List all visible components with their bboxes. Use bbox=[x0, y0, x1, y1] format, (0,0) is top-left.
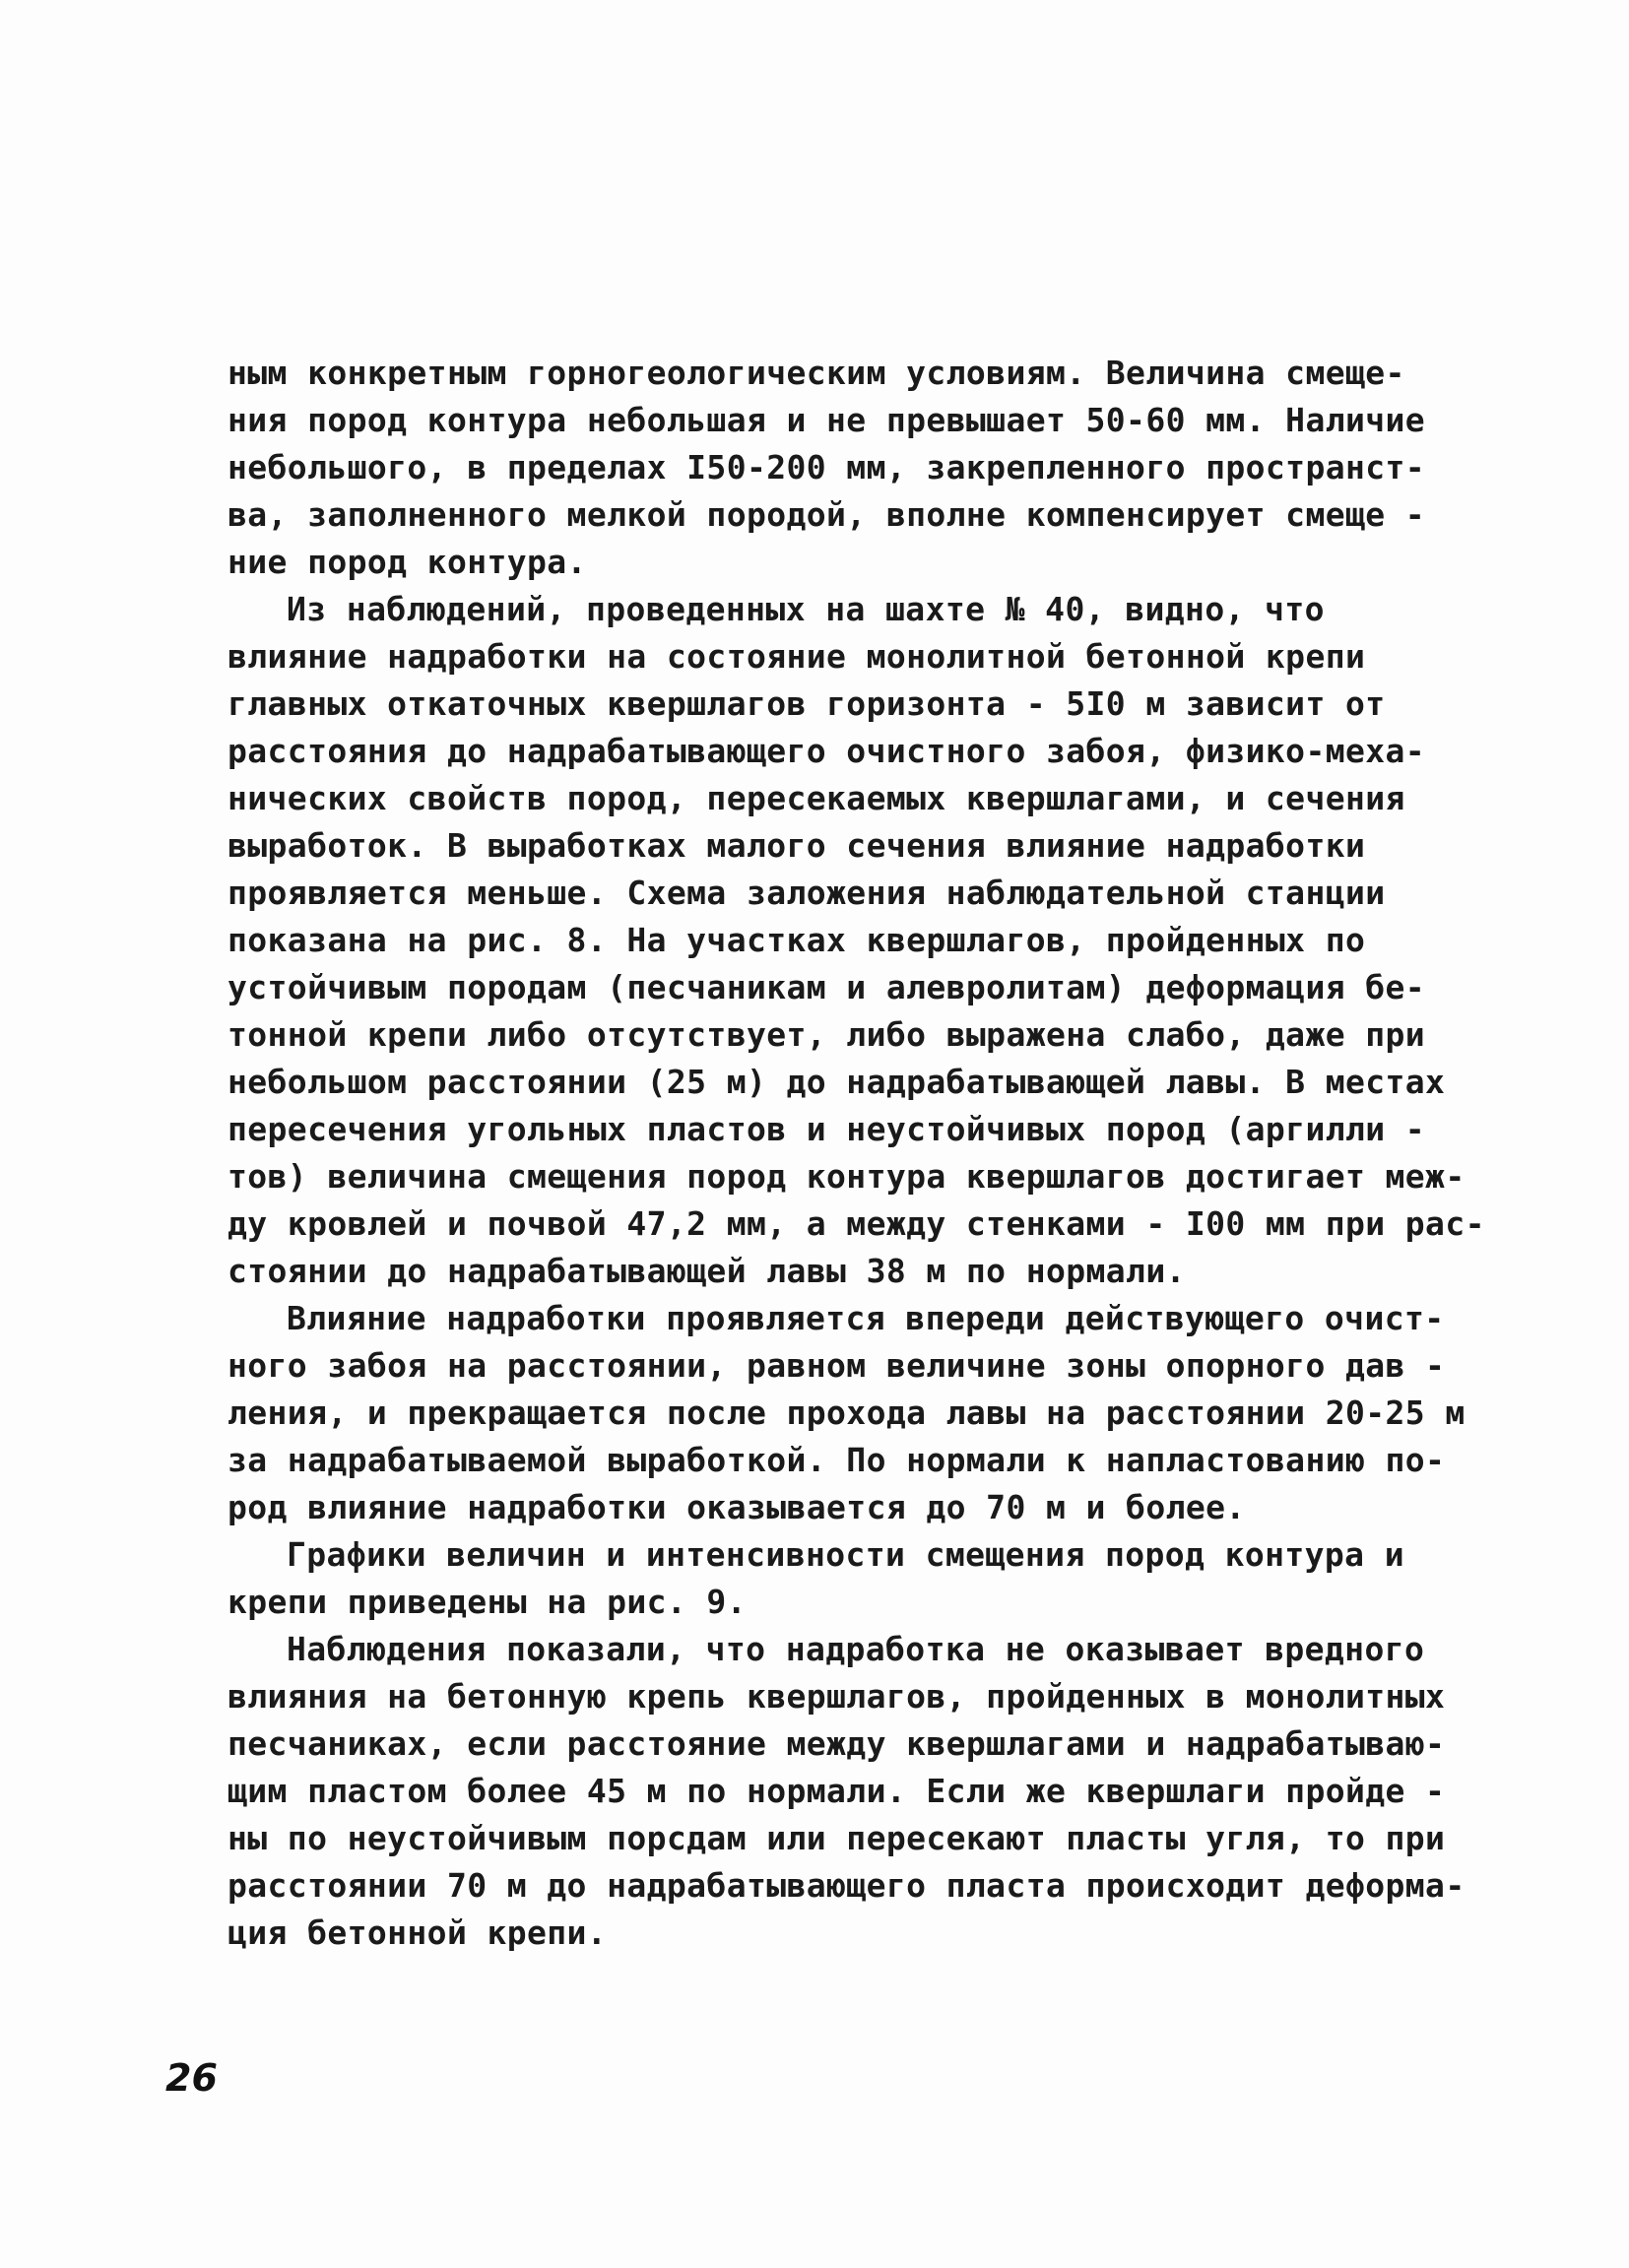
text-line: щим пластом более 45 м по нормали. Если же квершлаги пройде - bbox=[228, 1772, 1446, 1810]
text-line: Графики величин и интенсивности смещения пород контура и bbox=[287, 1535, 1404, 1574]
text-line: небольшого, в пределах I50-200 мм, закрепленного пространст- bbox=[228, 448, 1426, 486]
text-line: Из наблюдений, проведенных на шахте № 40, видно, что bbox=[287, 590, 1325, 628]
text-line: тонной крепи либо отсутствует, либо выражена слабо, даже при bbox=[228, 1015, 1426, 1054]
text-line: Наблюдения показали, что надработка не оказывает вредного bbox=[287, 1630, 1425, 1668]
text-line: ние пород контура. bbox=[228, 543, 587, 581]
text-line: стоянии до надрабатывающей лавы 38 м по нормали. bbox=[228, 1252, 1186, 1290]
text-line: нических свойств пород, пересекаемых квершлагами, и сечения bbox=[228, 779, 1405, 817]
text-line: главных откаточных квершлагов горизонта - 5I0 м зависит от bbox=[228, 684, 1386, 723]
text-line: ным конкретным горногеологическим условиям. Величина смеще- bbox=[228, 354, 1405, 392]
text-line: ны по неустойчивым порсдам или пересекают пласты угля, то при bbox=[228, 1819, 1446, 1857]
text-line: пересечения угольных пластов и неустойчивых пород (аргилли - bbox=[228, 1110, 1426, 1148]
text-line: ления, и прекращается после прохода лавы на расстоянии 20-25 м bbox=[228, 1393, 1466, 1432]
body-text bbox=[228, 350, 1485, 1957]
text-line: устойчивым породам (песчаникам и алевролитам) деформация бе- bbox=[228, 968, 1426, 1006]
page-number: 26 bbox=[165, 2056, 218, 2100]
text-line: ния пород контура небольшая и не превышает 50-60 мм. Наличие bbox=[228, 401, 1426, 439]
text-line: крепи приведены на рис. 9. bbox=[228, 1583, 747, 1621]
text-line: ция бетонной крепи. bbox=[228, 1913, 608, 1952]
text-line: расстояния до надрабатывающего очистного забоя, физико-меха- bbox=[228, 732, 1426, 770]
text-line: расстоянии 70 м до надрабатывающего пласта происходит деформа- bbox=[228, 1866, 1466, 1905]
text-line: небольшом расстоянии (25 м) до надрабатывающей лавы. В местах bbox=[228, 1063, 1446, 1101]
text-line: за надрабатываемой выработкой. По нормали к напластованию по- bbox=[228, 1441, 1446, 1479]
text-line: песчаниках, если расстояние между квершлагами и надрабатываю- bbox=[228, 1724, 1446, 1763]
text-line: выработок. В выработках малого сечения влияние надработки bbox=[228, 826, 1366, 865]
text-line: ного забоя на расстоянии, равном величине зоны опорного дав - bbox=[228, 1346, 1446, 1385]
text-line: ва, заполненного мелкой породой, вполне компенсирует смеще - bbox=[228, 495, 1426, 534]
text-line: род влияние надработки оказывается до 70 м и более. bbox=[228, 1488, 1246, 1526]
text-line: влияния на бетонную крепь квершлагов, пройденных в монолитных bbox=[228, 1677, 1446, 1716]
text-line: ду кровлей и почвой 47,2 мм, а между стенками - I00 мм при рас- bbox=[228, 1204, 1485, 1243]
text-line: тов) величина смещения пород контура квершлагов достигает меж- bbox=[228, 1157, 1466, 1196]
text-line: влияние надработки на состояние монолитной бетонной крепи bbox=[228, 637, 1366, 676]
text-line: Влияние надработки проявляется впереди действующего очист- bbox=[287, 1299, 1445, 1337]
text-line: показана на рис. 8. На участках квершлагов, пройденных по bbox=[228, 921, 1366, 959]
text-line: проявляется меньше. Схема заложения наблюдательной станции bbox=[228, 874, 1386, 912]
